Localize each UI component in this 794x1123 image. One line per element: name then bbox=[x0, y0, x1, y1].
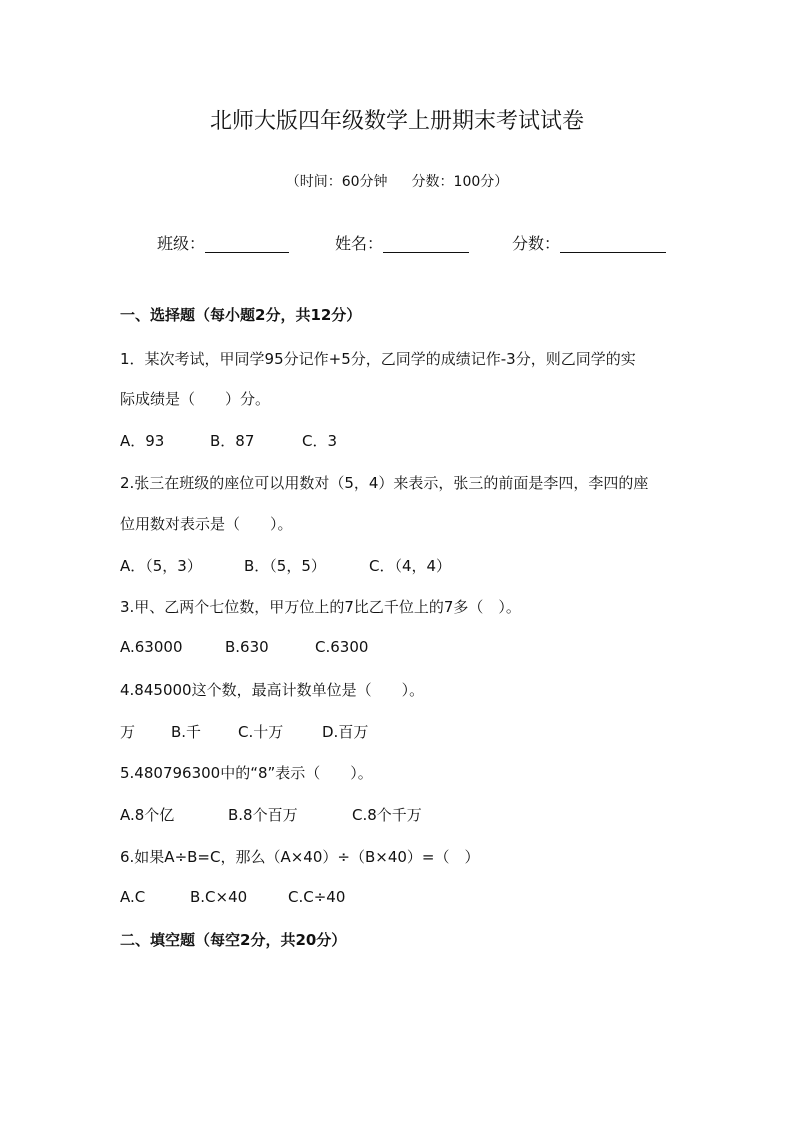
question-4-line-1: 4.845000这个数，最高计数单位是（ ）。 bbox=[120, 681, 425, 699]
score-label: 分数： bbox=[512, 234, 561, 253]
option[interactable]: B.千 bbox=[171, 723, 202, 741]
question-2-options bbox=[120, 555, 451, 576]
class-blank[interactable] bbox=[205, 236, 289, 253]
option[interactable]: C.8个千万 bbox=[352, 806, 422, 824]
option[interactable]: A.8个亿 bbox=[120, 806, 175, 824]
student-info-row bbox=[0, 231, 794, 255]
name-blank[interactable] bbox=[383, 236, 469, 253]
option[interactable]: A．（5，3） bbox=[120, 557, 202, 575]
option[interactable]: A.63000 bbox=[120, 638, 183, 656]
question-4-options bbox=[120, 721, 368, 742]
option[interactable]: B．（5，5） bbox=[244, 557, 326, 575]
option[interactable]: B．87 bbox=[210, 432, 255, 450]
score-field[interactable] bbox=[512, 231, 666, 254]
question-6-options bbox=[120, 888, 345, 906]
section-2-heading: 二、填空题（每空2分，共20分） bbox=[120, 931, 347, 949]
question-6-line-1: 6.如果A÷B=C，那么（A×40）÷（B×40）=（ ） bbox=[120, 848, 480, 866]
option[interactable]: C．（4，4） bbox=[369, 557, 452, 575]
name-field[interactable] bbox=[335, 231, 469, 254]
option[interactable]: D.百万 bbox=[322, 723, 369, 741]
question-1-line-1: 1．某次考试，甲同学95分记作+5分，乙同学的成绩记作-3分，则乙同学的实 bbox=[120, 350, 636, 368]
question-3-line-1: 3.甲、乙两个七位数，甲万位上的7比乙千位上的7多（ ）。 bbox=[120, 598, 521, 616]
option[interactable]: B.C×40 bbox=[190, 888, 248, 906]
option[interactable]: A．93 bbox=[120, 432, 165, 450]
option[interactable]: 万 bbox=[120, 723, 136, 741]
option[interactable]: C.十万 bbox=[238, 723, 284, 741]
total-score: 分数：100分） bbox=[411, 174, 509, 190]
question-2-line-2: 位用数对表示是（ ）。 bbox=[120, 515, 293, 533]
question-5-options bbox=[120, 804, 422, 825]
question-5-line-1: 5.480796300中的“8”表示（ ）。 bbox=[120, 764, 373, 782]
page-title: 北师大版四年级数学上册期末考试试卷 bbox=[209, 109, 584, 134]
section-1-heading: 一、选择题（每小题2分，共12分） bbox=[120, 306, 362, 324]
class-label: 班级： bbox=[157, 234, 206, 253]
score-blank[interactable] bbox=[560, 236, 666, 253]
option[interactable]: B.630 bbox=[225, 638, 269, 656]
question-3-options bbox=[120, 638, 368, 656]
option[interactable]: C.6300 bbox=[315, 638, 369, 656]
question-1-line-2: 际成绩是（ ）分。 bbox=[120, 390, 271, 408]
exam-subtitle bbox=[0, 171, 794, 191]
question-2-line-1: 2.张三在班级的座位可以用数对（5，4）来表示，张三的前面是李四，李四的座 bbox=[120, 474, 649, 492]
option[interactable]: C.C÷40 bbox=[288, 888, 346, 906]
question-1-options bbox=[120, 430, 337, 451]
option[interactable]: A.C bbox=[120, 888, 146, 906]
option[interactable]: C．3 bbox=[302, 432, 338, 450]
time-limit: （时间：60分钟 bbox=[285, 174, 388, 190]
option[interactable]: B.8个百万 bbox=[228, 806, 298, 824]
class-field[interactable] bbox=[157, 231, 289, 254]
name-label: 姓名： bbox=[335, 234, 384, 253]
